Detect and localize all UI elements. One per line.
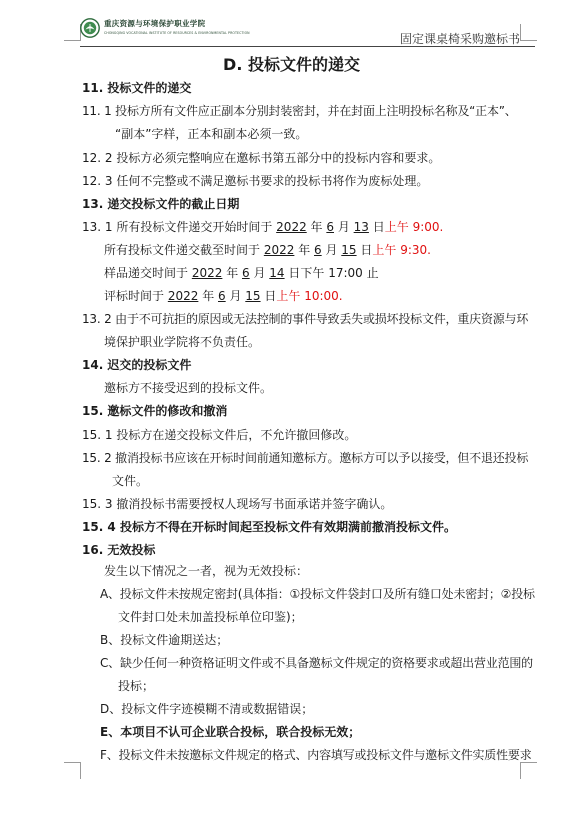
month-unit: 月: [321, 243, 342, 257]
year-unit: 年: [294, 243, 315, 257]
evaluation-time-label: 评标时间于: [104, 289, 168, 303]
clause-15-4: 15. 4 投标方不得在开标时间起至投标文件有效期满前撤消投标文件。: [82, 520, 456, 534]
submission-deadline-line: [104, 242, 431, 258]
day-unit: 日: [356, 243, 373, 257]
invalid-item-c-line1: C、缺少任何一种资格证明文件或不具备邀标文件规定的资格要求或超出营业范围的: [100, 656, 533, 670]
invalid-item-c-line2: 投标；: [118, 679, 155, 693]
section-title: D. 投标文件的递交: [223, 55, 360, 74]
submission-start-month: 6: [326, 220, 334, 234]
submission-start-year: 2022: [276, 220, 307, 234]
sample-delivery-line: [104, 265, 379, 281]
clause-13-2-line2: 境保护职业学院将不负责任。: [104, 335, 261, 349]
clause-12-2: 12. 2 投标方必须完整响应在邀标书第五部分中的投标内容和要求。: [82, 151, 441, 165]
clause-11-1-line2: “副本”字样，正本和副本必须一致。: [115, 127, 308, 141]
sample-delivery-day: 14: [269, 266, 285, 280]
crop-mark-bottom-left: [64, 762, 81, 779]
crop-mark-bottom-right: [520, 762, 537, 779]
sample-delivery-label: 样品递交时间于: [104, 266, 192, 280]
clause-13-2-line1: 13. 2 由于不可抗拒的原因或无法控制的事件导致丢失或损坏投标文件，重庆资源与环: [82, 312, 529, 326]
evaluation-time: 上午 10:00.: [276, 289, 343, 303]
evaluation-time-line: [104, 288, 343, 304]
clause-15-3: 15. 3 撤消投标书需要授权人现场写书面承诺并签字确认。: [82, 497, 393, 511]
evaluation-month: 6: [218, 289, 226, 303]
submission-deadline-year: 2022: [263, 243, 295, 257]
school-name-cn: 重庆资源与环境保护职业学院: [104, 19, 206, 28]
month-unit: 月: [334, 220, 354, 234]
sample-delivery-month: 6: [242, 266, 250, 280]
school-name-en: CHONGQING VOCATIONAL INSTITUTE OF RESOURCES & ENVIRONMENTAL PROTECTION: [104, 31, 250, 35]
clause-15-1: 15. 1 投标方在递交投标文件后，不允许撤回修改。: [82, 428, 357, 442]
submission-start-line: [82, 219, 443, 235]
sample-delivery-year: 2022: [191, 266, 223, 280]
day-unit: 日: [260, 289, 277, 303]
clause-14-text: 邀标方不接受迟到的投标文件。: [104, 381, 273, 395]
invalid-item-a-line1: A、投标文件未按规定密封(具体指：①投标文件袋封口及所有缝口处未密封；②投标: [100, 587, 535, 601]
month-unit: 月: [225, 289, 246, 303]
header-divider: [80, 46, 535, 47]
submission-deadline-label: 所有投标文件递交截至时间于: [104, 243, 264, 257]
submission-start-day: 13: [353, 220, 369, 234]
day-unit: 日: [284, 266, 301, 280]
crop-mark-top-left: [64, 24, 81, 41]
submission-start-label: 13. 1 所有投标文件递交开始时间于: [82, 220, 277, 234]
year-unit: 年: [198, 289, 219, 303]
heading-14: 14. 迟交的投标文件: [82, 358, 192, 372]
clause-15-2-line2: 文件。: [112, 474, 149, 488]
month-unit: 月: [249, 266, 270, 280]
school-emblem-icon: [80, 18, 100, 38]
submission-deadline-month: 6: [314, 243, 322, 257]
heading-16: 16. 无效投标: [82, 543, 156, 557]
submission-deadline-day: 15: [341, 243, 357, 257]
invalid-bid-intro: 发生以下情况之一者，视为无效投标：: [104, 564, 309, 578]
document-title: 固定课桌椅采购邀标书: [399, 32, 520, 46]
year-unit: 年: [222, 266, 243, 280]
clause-12-3: 12. 3 任何不完整或不满足邀标书要求的投标书将作为废标处理。: [82, 174, 429, 188]
sample-delivery-time: 下午 17:00 止: [300, 266, 379, 280]
heading-15: 15. 邀标文件的修改和撤消: [82, 404, 228, 418]
heading-13: 13. 递交投标文件的截止日期: [82, 197, 240, 211]
evaluation-day: 15: [245, 289, 261, 303]
clause-11-1-line1: 11. 1 投标方所有文件应正副本分别封装密封，并在封面上注明投标名称及“正本”、: [82, 104, 517, 118]
invalid-item-e: E、本项目不认可企业联合投标，联合投标无效；: [100, 725, 361, 739]
submission-deadline-time: 上午 9:30.: [372, 243, 431, 257]
invalid-item-a-line2: 文件封口处未加盖投标单位印鉴)；: [118, 610, 303, 624]
clause-15-2-line1: 15. 2 撤消投标书应该在开标时间前通知邀标方。邀标方可以予以接受，但不退还投标: [82, 451, 529, 465]
heading-11: 11. 投标文件的递交: [82, 81, 192, 95]
invalid-item-d: D、投标文件字迹模糊不清或数据错误；: [100, 702, 314, 716]
invalid-item-b: B、投标文件逾期送达；: [100, 633, 229, 647]
invalid-item-f: F、投标文件未按邀标文件规定的格式、内容填写或投标文件与邀标文件实质性要求: [100, 748, 532, 762]
year-unit: 年: [306, 220, 327, 234]
evaluation-year: 2022: [167, 289, 199, 303]
day-unit: 日: [368, 220, 385, 234]
submission-start-time: 上午 9:00.: [384, 220, 444, 234]
page-header: [80, 14, 520, 46]
school-logo: [80, 18, 250, 38]
crop-mark-top-right: [520, 24, 537, 41]
